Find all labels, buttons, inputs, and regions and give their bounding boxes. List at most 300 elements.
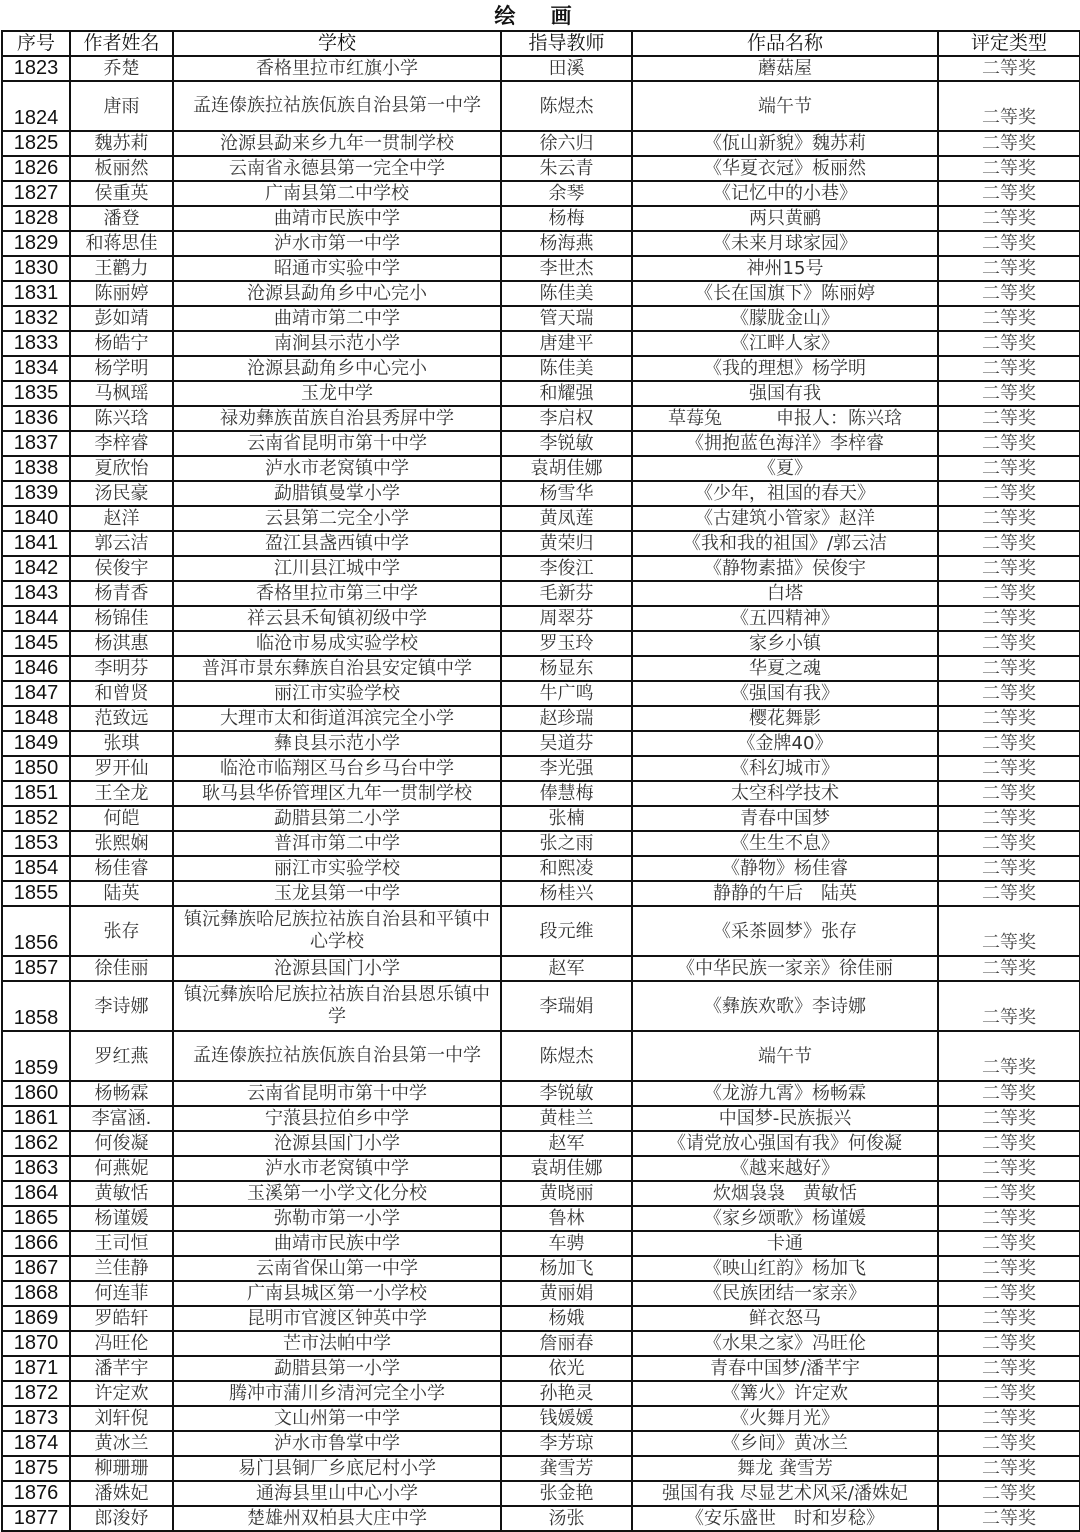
- cell-school: 沧源县勐来乡九年一贯制学校: [173, 131, 501, 156]
- cell-work: 静静的午后 陆英: [632, 881, 938, 906]
- cell-work: 《乡间》黄冰兰: [632, 1431, 938, 1456]
- cell-award: 二等奖: [938, 431, 1080, 456]
- cell-work: 《水果之家》冯旺伦: [632, 1331, 938, 1356]
- cell-school: 玉龙县第一中学: [173, 881, 501, 906]
- cell-author: 范致远: [70, 706, 173, 731]
- table-row: [2, 1381, 1080, 1406]
- cell-teacher: 詹丽春: [501, 1331, 632, 1356]
- page-title: 绘 画: [494, 4, 586, 28]
- cell-school: 泸水市第一中学: [173, 231, 501, 256]
- cell-school: 勐腊县第二小学: [173, 806, 501, 831]
- cell-award: 二等奖: [938, 456, 1080, 481]
- cell-id: 1846: [2, 656, 70, 681]
- cell-id: 1836: [2, 406, 70, 431]
- cell-school: 泸水市鲁掌中学: [173, 1431, 501, 1456]
- cell-author: 杨淇惠: [70, 631, 173, 656]
- cell-author: 潘芊宇: [70, 1356, 173, 1381]
- cell-award: 二等奖: [938, 406, 1080, 431]
- cell-author: 何皑: [70, 806, 173, 831]
- table-row: [2, 256, 1080, 281]
- cell-work: 《采茶圆梦》张存: [632, 906, 938, 956]
- cell-work: 强国有我: [632, 381, 938, 406]
- cell-teacher: 袁胡佳娜: [501, 456, 632, 481]
- cell-teacher: 杨娥: [501, 1306, 632, 1331]
- cell-author: 罗皓轩: [70, 1306, 173, 1331]
- cell-teacher: 赵珍瑞: [501, 706, 632, 731]
- table-row: [2, 56, 1080, 81]
- cell-teacher: 杨梅: [501, 206, 632, 231]
- cell-author: 杨谨媛: [70, 1206, 173, 1231]
- table-row: [2, 856, 1080, 881]
- cell-work: 强国有我 尽显艺术风采/潘姝妃: [632, 1481, 938, 1506]
- table-row: [2, 1206, 1080, 1231]
- cell-award: 二等奖: [938, 281, 1080, 306]
- cell-award: 二等奖: [938, 81, 1080, 131]
- cell-id: 1858: [2, 981, 70, 1031]
- cell-id: 1824: [2, 81, 70, 131]
- cell-award: 二等奖: [938, 56, 1080, 81]
- cell-id: 1827: [2, 181, 70, 206]
- table-body: [2, 56, 1080, 1531]
- cell-work: 端午节: [632, 1031, 938, 1081]
- table-row: [2, 81, 1080, 131]
- cell-school: 盈江县盏西镇中学: [173, 531, 501, 556]
- cell-author: 罗红燕: [70, 1031, 173, 1081]
- cell-school: 泸水市老窝镇中学: [173, 456, 501, 481]
- cell-teacher: 杨雪华: [501, 481, 632, 506]
- cell-teacher: 陈煜杰: [501, 81, 632, 131]
- cell-id: 1839: [2, 481, 70, 506]
- cell-award: 二等奖: [938, 231, 1080, 256]
- cell-id: 1876: [2, 1481, 70, 1506]
- table-row: [2, 806, 1080, 831]
- table-row: [2, 1281, 1080, 1306]
- cell-school: 普洱市第二中学: [173, 831, 501, 856]
- cell-author: 杨学明: [70, 356, 173, 381]
- cell-work: 舞龙 龚雪芳: [632, 1456, 938, 1481]
- cell-author: 李明芬: [70, 656, 173, 681]
- cell-id: 1856: [2, 906, 70, 956]
- cell-teacher: 田溪: [501, 56, 632, 81]
- cell-author: 兰佳静: [70, 1256, 173, 1281]
- cell-school: 香格里拉市第三中学: [173, 581, 501, 606]
- table-row: [2, 681, 1080, 706]
- cell-author: 李诗娜: [70, 981, 173, 1031]
- table-row: [2, 906, 1080, 956]
- cell-teacher: 依光: [501, 1356, 632, 1381]
- cell-work: 蘑菇屋: [632, 56, 938, 81]
- table-row: [2, 556, 1080, 581]
- cell-school: 昭通市实验中学: [173, 256, 501, 281]
- awards-table: [1, 30, 1080, 1532]
- cell-author: 李富涵.: [70, 1106, 173, 1131]
- cell-teacher: 龚雪芳: [501, 1456, 632, 1481]
- cell-id: 1866: [2, 1231, 70, 1256]
- cell-id: 1852: [2, 806, 70, 831]
- cell-school: 楚雄州双柏县大庄中学: [173, 1506, 501, 1531]
- cell-id: 1845: [2, 631, 70, 656]
- cell-school: 勐腊县第一小学: [173, 1356, 501, 1381]
- cell-award: 二等奖: [938, 1231, 1080, 1256]
- cell-work: 《华夏衣冠》板丽然: [632, 156, 938, 181]
- cell-work: 《少年，祖国的春天》: [632, 481, 938, 506]
- cell-work: 《强国有我》: [632, 681, 938, 706]
- cell-work: 《朦胧金山》: [632, 306, 938, 331]
- cell-teacher: 李启权: [501, 406, 632, 431]
- cell-author: 黄敏恬: [70, 1181, 173, 1206]
- cell-id: 1830: [2, 256, 70, 281]
- column-header-id: 序号: [2, 31, 70, 56]
- cell-id: 1826: [2, 156, 70, 181]
- table-row: [2, 406, 1080, 431]
- cell-work: 樱花舞影: [632, 706, 938, 731]
- cell-author: 张存: [70, 906, 173, 956]
- column-header-school: 学校: [173, 31, 501, 56]
- cell-work: 《科幻城市》: [632, 756, 938, 781]
- column-header-award: 评定类型: [938, 31, 1080, 56]
- cell-school: 镇沅彝族哈尼族拉祜族自治县恩乐镇中学: [173, 981, 501, 1031]
- cell-id: 1825: [2, 131, 70, 156]
- cell-teacher: 李瑞娟: [501, 981, 632, 1031]
- cell-author: 陆英: [70, 881, 173, 906]
- cell-school: 云南省昆明市第十中学: [173, 1081, 501, 1106]
- cell-school: 沧源县国门小学: [173, 1131, 501, 1156]
- cell-id: 1865: [2, 1206, 70, 1231]
- cell-school: 广南县城区第一小学校: [173, 1281, 501, 1306]
- cell-work: 《古建筑小管家》赵洋: [632, 506, 938, 531]
- cell-work: 《民族团结一家亲》: [632, 1281, 938, 1306]
- cell-award: 二等奖: [938, 706, 1080, 731]
- cell-work: 《未来月球家园》: [632, 231, 938, 256]
- cell-work: 端午节: [632, 81, 938, 131]
- cell-school: 丽江市实验学校: [173, 856, 501, 881]
- cell-school: 文山州第一中学: [173, 1406, 501, 1431]
- cell-work: 《佤山新貌》魏苏莉: [632, 131, 938, 156]
- cell-school: 昆明市官渡区钟英中学: [173, 1306, 501, 1331]
- cell-author: 魏苏莉: [70, 131, 173, 156]
- cell-author: 黄冰兰: [70, 1431, 173, 1456]
- cell-award: 二等奖: [938, 556, 1080, 581]
- cell-school: 香格里拉市红旗小学: [173, 56, 501, 81]
- cell-author: 何燕妮: [70, 1156, 173, 1181]
- cell-teacher: 袁胡佳娜: [501, 1156, 632, 1181]
- table-row: [2, 1506, 1080, 1531]
- cell-work: 《拥抱蓝色海洋》李梓睿: [632, 431, 938, 456]
- cell-author: 潘姝妃: [70, 1481, 173, 1506]
- cell-award: 二等奖: [938, 881, 1080, 906]
- cell-school: 玉龙中学: [173, 381, 501, 406]
- cell-id: 1872: [2, 1381, 70, 1406]
- cell-school: 沧源县国门小学: [173, 956, 501, 981]
- cell-author: 徐佳丽: [70, 956, 173, 981]
- cell-school: 曲靖市民族中学: [173, 206, 501, 231]
- cell-id: 1831: [2, 281, 70, 306]
- cell-teacher: 车骋: [501, 1231, 632, 1256]
- table-row: [2, 431, 1080, 456]
- cell-id: 1867: [2, 1256, 70, 1281]
- cell-school: 耿马县华侨管理区九年一贯制学校: [173, 781, 501, 806]
- cell-id: 1848: [2, 706, 70, 731]
- cell-teacher: 黄凤莲: [501, 506, 632, 531]
- cell-author: 彭如靖: [70, 306, 173, 331]
- cell-id: 1863: [2, 1156, 70, 1181]
- table-row: [2, 1331, 1080, 1356]
- cell-teacher: 毛新芬: [501, 581, 632, 606]
- cell-school: 江川县江城中学: [173, 556, 501, 581]
- cell-work: 《请党放心强国有我》何俊凝: [632, 1131, 938, 1156]
- cell-author: 和曾贤: [70, 681, 173, 706]
- cell-work: 《长在国旗下》陈丽婷: [632, 281, 938, 306]
- cell-award: 二等奖: [938, 1181, 1080, 1206]
- cell-id: 1838: [2, 456, 70, 481]
- cell-award: 二等奖: [938, 331, 1080, 356]
- cell-award: 二等奖: [938, 606, 1080, 631]
- cell-award: 二等奖: [938, 1256, 1080, 1281]
- cell-id: 1837: [2, 431, 70, 456]
- cell-school: 云南省保山第一中学: [173, 1256, 501, 1281]
- cell-school: 曲靖市民族中学: [173, 1231, 501, 1256]
- cell-id: 1855: [2, 881, 70, 906]
- cell-author: 陈兴琀: [70, 406, 173, 431]
- cell-author: 郎浚妤: [70, 1506, 173, 1531]
- cell-school: 禄劝彝族苗族自治县秀屏中学: [173, 406, 501, 431]
- cell-work: 《中华民族一家亲》徐佳丽: [632, 956, 938, 981]
- cell-teacher: 陈煜杰: [501, 1031, 632, 1081]
- table-row: [2, 606, 1080, 631]
- cell-teacher: 张楠: [501, 806, 632, 831]
- table-row: [2, 1181, 1080, 1206]
- cell-teacher: 张金艳: [501, 1481, 632, 1506]
- table-row: [2, 506, 1080, 531]
- cell-award: 二等奖: [938, 1131, 1080, 1156]
- cell-teacher: 周翠芬: [501, 606, 632, 631]
- cell-teacher: 陈佳美: [501, 356, 632, 381]
- cell-author: 乔楚: [70, 56, 173, 81]
- cell-work: 《篝火》许定欢: [632, 1381, 938, 1406]
- cell-award: 二等奖: [938, 806, 1080, 831]
- cell-award: 二等奖: [938, 906, 1080, 956]
- cell-id: 1871: [2, 1356, 70, 1381]
- cell-id: 1823: [2, 56, 70, 81]
- cell-id: 1840: [2, 506, 70, 531]
- cell-teacher: 杨显东: [501, 656, 632, 681]
- table-row: [2, 131, 1080, 156]
- table-row: [2, 1131, 1080, 1156]
- cell-author: 陈丽婷: [70, 281, 173, 306]
- cell-award: 二等奖: [938, 381, 1080, 406]
- cell-id: 1842: [2, 556, 70, 581]
- cell-work: 炊烟袅袅 黄敏恬: [632, 1181, 938, 1206]
- cell-school: 勐腊镇曼掌小学: [173, 481, 501, 506]
- cell-school: 泸水市老窝镇中学: [173, 1156, 501, 1181]
- cell-award: 二等奖: [938, 1406, 1080, 1431]
- cell-work: 《家乡颂歌》杨谨媛: [632, 1206, 938, 1231]
- cell-id: 1875: [2, 1456, 70, 1481]
- cell-teacher: 李锐敏: [501, 431, 632, 456]
- cell-work: 《五四精神》: [632, 606, 938, 631]
- column-header-work: 作品名称: [632, 31, 938, 56]
- table-row: [2, 331, 1080, 356]
- cell-teacher: 唐建平: [501, 331, 632, 356]
- cell-id: 1874: [2, 1431, 70, 1456]
- cell-work: 《江畔人家》: [632, 331, 938, 356]
- cell-school: 临沧市临翔区马台乡马台中学: [173, 756, 501, 781]
- column-header-teacher: 指导教师: [501, 31, 632, 56]
- cell-author: 李梓睿: [70, 431, 173, 456]
- cell-work: 《我和我的祖国》/郭云洁: [632, 531, 938, 556]
- table-row: [2, 456, 1080, 481]
- cell-award: 二等奖: [938, 1281, 1080, 1306]
- cell-id: 1841: [2, 531, 70, 556]
- cell-author: 杨畅霖: [70, 1081, 173, 1106]
- cell-author: 王司恒: [70, 1231, 173, 1256]
- cell-id: 1859: [2, 1031, 70, 1081]
- table-row: [2, 1256, 1080, 1281]
- cell-author: 杨青香: [70, 581, 173, 606]
- cell-work: 《龙游九霄》杨畅霖: [632, 1081, 938, 1106]
- cell-author: 张熙娴: [70, 831, 173, 856]
- cell-teacher: 和熙凌: [501, 856, 632, 881]
- cell-author: 杨佳睿: [70, 856, 173, 881]
- table-row: [2, 781, 1080, 806]
- cell-author: 罗开仙: [70, 756, 173, 781]
- cell-award: 二等奖: [938, 831, 1080, 856]
- cell-work: 《生生不息》: [632, 831, 938, 856]
- cell-school: 丽江市实验学校: [173, 681, 501, 706]
- table-row: [2, 1081, 1080, 1106]
- cell-teacher: 赵军: [501, 1131, 632, 1156]
- cell-school: 弥勒市第一小学: [173, 1206, 501, 1231]
- table-row: [2, 956, 1080, 981]
- cell-teacher: 李芳琼: [501, 1431, 632, 1456]
- cell-teacher: 李世杰: [501, 256, 632, 281]
- cell-school: 普洱市景东彝族自治县安定镇中学: [173, 656, 501, 681]
- cell-work: 《静物素描》侯俊宇: [632, 556, 938, 581]
- table-row: [2, 356, 1080, 381]
- cell-award: 二等奖: [938, 531, 1080, 556]
- cell-author: 柳珊珊: [70, 1456, 173, 1481]
- cell-teacher: 汤张: [501, 1506, 632, 1531]
- cell-award: 二等奖: [938, 981, 1080, 1031]
- cell-work: 《金牌40》: [632, 731, 938, 756]
- table-row: [2, 631, 1080, 656]
- cell-author: 刘轩倪: [70, 1406, 173, 1431]
- cell-id: 1877: [2, 1506, 70, 1531]
- table-row: [2, 581, 1080, 606]
- cell-author: 郭云洁: [70, 531, 173, 556]
- cell-teacher: 陈佳美: [501, 281, 632, 306]
- cell-award: 二等奖: [938, 1456, 1080, 1481]
- cell-work: 《记忆中的小巷》: [632, 181, 938, 206]
- cell-author: 赵洋: [70, 506, 173, 531]
- cell-id: 1873: [2, 1406, 70, 1431]
- cell-award: 二等奖: [938, 1331, 1080, 1356]
- cell-teacher: 李锐敏: [501, 1081, 632, 1106]
- table-row: [2, 156, 1080, 181]
- cell-work: 青春中国梦: [632, 806, 938, 831]
- cell-work: 《火舞月光》: [632, 1406, 938, 1431]
- cell-school: 孟连傣族拉祜族佤族自治县第一中学: [173, 81, 501, 131]
- cell-school: 沧源县勐角乡中心完小: [173, 356, 501, 381]
- cell-work: 家乡小镇: [632, 631, 938, 656]
- cell-award: 二等奖: [938, 206, 1080, 231]
- cell-id: 1860: [2, 1081, 70, 1106]
- cell-teacher: 黄荣归: [501, 531, 632, 556]
- cell-teacher: 段元维: [501, 906, 632, 956]
- cell-school: 芒市法帕中学: [173, 1331, 501, 1356]
- cell-author: 王鹳力: [70, 256, 173, 281]
- table-row: [2, 1106, 1080, 1131]
- cell-teacher: 吴道芬: [501, 731, 632, 756]
- table-row: [2, 306, 1080, 331]
- cell-teacher: 和耀强: [501, 381, 632, 406]
- cell-teacher: 杨海燕: [501, 231, 632, 256]
- cell-teacher: 李光强: [501, 756, 632, 781]
- table-row: [2, 1231, 1080, 1256]
- cell-id: 1835: [2, 381, 70, 406]
- cell-school: 云南省昆明市第十中学: [173, 431, 501, 456]
- cell-award: 二等奖: [938, 656, 1080, 681]
- table-row: [2, 1431, 1080, 1456]
- cell-work: 《夏》: [632, 456, 938, 481]
- cell-author: 杨皓宁: [70, 331, 173, 356]
- cell-work: 《我的理想》杨学明: [632, 356, 938, 381]
- cell-award: 二等奖: [938, 856, 1080, 881]
- cell-author: 何连菲: [70, 1281, 173, 1306]
- table-row: [2, 481, 1080, 506]
- cell-work: 神州15号: [632, 256, 938, 281]
- cell-author: 和蒋思佳: [70, 231, 173, 256]
- cell-author: 夏欣怡: [70, 456, 173, 481]
- table-row: [2, 1481, 1080, 1506]
- cell-award: 二等奖: [938, 1481, 1080, 1506]
- cell-teacher: 朱云青: [501, 156, 632, 181]
- cell-school: 南涧县示范小学: [173, 331, 501, 356]
- table-row: [2, 1306, 1080, 1331]
- cell-teacher: 黄晓丽: [501, 1181, 632, 1206]
- cell-school: 大理市太和街道洱滨完全小学: [173, 706, 501, 731]
- cell-work: 草莓兔 申报人：陈兴琀: [632, 406, 938, 431]
- cell-award: 二等奖: [938, 956, 1080, 981]
- cell-author: 板丽然: [70, 156, 173, 181]
- cell-work: 鲜衣怒马: [632, 1306, 938, 1331]
- table-row: [2, 756, 1080, 781]
- cell-award: 二等奖: [938, 631, 1080, 656]
- cell-id: 1832: [2, 306, 70, 331]
- cell-id: 1843: [2, 581, 70, 606]
- cell-award: 二等奖: [938, 131, 1080, 156]
- cell-id: 1849: [2, 731, 70, 756]
- column-header-author: 作者姓名: [70, 31, 173, 56]
- cell-school: 孟连傣族拉祜族佤族自治县第一中学: [173, 1031, 501, 1081]
- table-row: [2, 881, 1080, 906]
- cell-school: 沧源县勐角乡中心完小: [173, 281, 501, 306]
- cell-id: 1853: [2, 831, 70, 856]
- cell-work: 华夏之魂: [632, 656, 938, 681]
- cell-award: 二等奖: [938, 1081, 1080, 1106]
- cell-work: 中国梦-民族振兴: [632, 1106, 938, 1131]
- cell-id: 1864: [2, 1181, 70, 1206]
- table-row: [2, 281, 1080, 306]
- cell-award: 二等奖: [938, 1206, 1080, 1231]
- cell-teacher: 管天瑞: [501, 306, 632, 331]
- table-header-row: [2, 31, 1080, 56]
- table-row: [2, 656, 1080, 681]
- cell-id: 1869: [2, 1306, 70, 1331]
- cell-award: 二等奖: [938, 356, 1080, 381]
- cell-author: 唐雨: [70, 81, 173, 131]
- cell-work: 《越来越好》: [632, 1156, 938, 1181]
